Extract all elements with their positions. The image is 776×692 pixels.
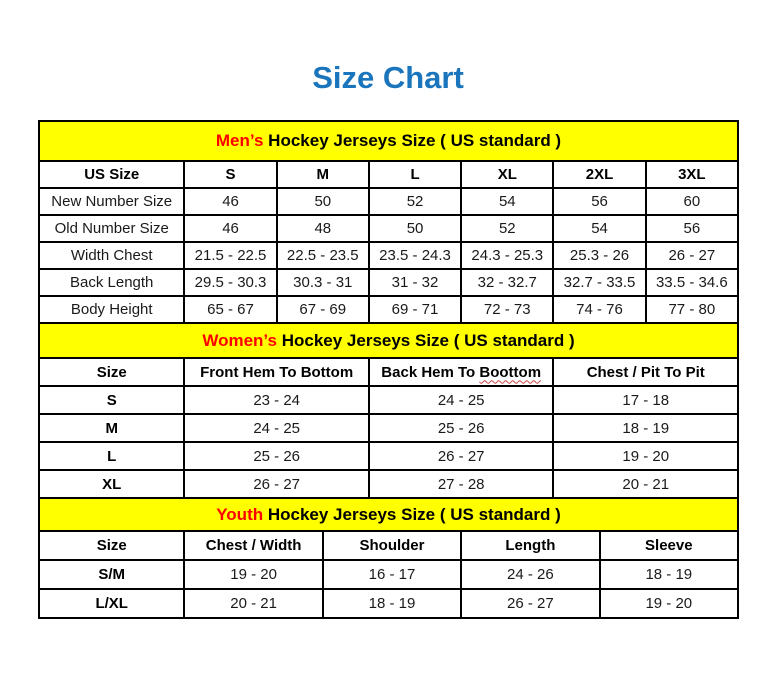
value-cell: 25.3 - 26 — [553, 242, 645, 269]
row-label: S — [39, 386, 184, 414]
womens-section-band — [39, 323, 738, 358]
value-cell: 26 - 27 — [369, 442, 554, 470]
value-cell: 23 - 24 — [184, 386, 369, 414]
value-cell: 46 — [184, 188, 276, 215]
row-label: Body Height — [39, 296, 184, 323]
row-label: XL — [39, 470, 184, 498]
mens-col-header-3xl: 3XL — [646, 161, 738, 188]
value-cell: 30.3 - 31 — [277, 269, 369, 296]
youth-band-accent-label: Youth — [216, 504, 268, 524]
womens-col-header-back-hem — [369, 358, 554, 386]
mens-row-new-number-size — [39, 188, 738, 215]
value-cell: 46 — [184, 215, 276, 242]
youth-section-band — [39, 498, 738, 531]
back-hem-misspelled-word: Boottom — [479, 363, 542, 381]
womens-col-header-chest-pit: Chest / Pit To Pit — [553, 358, 738, 386]
row-label: L/XL — [39, 589, 184, 618]
value-cell: 52 — [369, 188, 461, 215]
mens-header-row — [39, 161, 738, 188]
value-cell: 18 - 19 — [600, 560, 738, 589]
youth-col-header-shoulder: Shoulder — [323, 531, 461, 560]
youth-col-header-length: Length — [461, 531, 599, 560]
youth-col-header-sleeve: Sleeve — [600, 531, 738, 560]
value-cell: 17 - 18 — [553, 386, 738, 414]
youth-row-sm — [39, 560, 738, 589]
page-title: Size Chart — [312, 60, 464, 95]
womens-band-label: Hockey Jerseys Size ( US standard ) — [281, 330, 575, 350]
value-cell: 20 - 21 — [184, 589, 322, 618]
value-cell: 26 - 27 — [461, 589, 599, 618]
value-cell: 56 — [646, 215, 738, 242]
value-cell: 26 - 27 — [184, 470, 369, 498]
value-cell: 29.5 - 30.3 — [184, 269, 276, 296]
mens-col-header-xl: XL — [461, 161, 553, 188]
value-cell: 24 - 25 — [369, 386, 554, 414]
value-cell: 54 — [461, 188, 553, 215]
womens-band-accent-label: Women’s — [202, 330, 282, 350]
womens-row-xl — [39, 470, 738, 498]
row-label: L — [39, 442, 184, 470]
size-chart-tables — [38, 120, 739, 619]
value-cell: 21.5 - 22.5 — [184, 242, 276, 269]
value-cell: 32 - 32.7 — [461, 269, 553, 296]
youth-col-header-chest-width: Chest / Width — [184, 531, 322, 560]
value-cell: 32.7 - 33.5 — [553, 269, 645, 296]
womens-header-row — [39, 358, 738, 386]
back-hem-label: Back Hem To — [381, 363, 476, 381]
value-cell: 23.5 - 24.3 — [369, 242, 461, 269]
youth-row-lxl — [39, 589, 738, 618]
value-cell: 77 - 80 — [646, 296, 738, 323]
row-label: Old Number Size — [39, 215, 184, 242]
value-cell: 16 - 17 — [323, 560, 461, 589]
womens-col-header-front-hem: Front Hem To Bottom — [184, 358, 369, 386]
youth-band-label: Hockey Jerseys Size ( US standard ) — [267, 504, 561, 524]
value-cell: 24.3 - 25.3 — [461, 242, 553, 269]
youth-header-row — [39, 531, 738, 560]
mens-col-header-s: S — [184, 161, 276, 188]
womens-col-header-size: Size — [39, 358, 184, 386]
value-cell: 18 - 19 — [323, 589, 461, 618]
mens-row-body-height — [39, 296, 738, 323]
mens-row-back-length — [39, 269, 738, 296]
row-label: Width Chest — [39, 242, 184, 269]
womens-row-l — [39, 442, 738, 470]
value-cell: 24 - 25 — [184, 414, 369, 442]
value-cell: 27 - 28 — [369, 470, 554, 498]
youth-col-header-size: Size — [39, 531, 184, 560]
womens-row-s — [39, 386, 738, 414]
value-cell: 50 — [277, 188, 369, 215]
row-label: M — [39, 414, 184, 442]
value-cell: 19 - 20 — [553, 442, 738, 470]
row-label: S/M — [39, 560, 184, 589]
value-cell: 18 - 19 — [553, 414, 738, 442]
value-cell: 52 — [461, 215, 553, 242]
value-cell: 25 - 26 — [369, 414, 554, 442]
mens-size-table — [38, 120, 739, 324]
value-cell: 72 - 73 — [461, 296, 553, 323]
row-label: New Number Size — [39, 188, 184, 215]
mens-band-cell — [39, 121, 738, 161]
youth-band-cell — [39, 498, 738, 531]
mens-band-accent-label: Men’s — [215, 131, 269, 150]
value-cell: 67 - 69 — [277, 296, 369, 323]
womens-size-table — [38, 322, 739, 499]
mens-section-band — [39, 121, 738, 161]
value-cell: 25 - 26 — [184, 442, 369, 470]
mens-col-header-us-size: US Size — [39, 161, 184, 188]
value-cell: 48 — [277, 215, 369, 242]
value-cell: 50 — [369, 215, 461, 242]
value-cell: 26 - 27 — [646, 242, 738, 269]
value-cell: 54 — [553, 215, 645, 242]
value-cell: 20 - 21 — [553, 470, 738, 498]
value-cell: 19 - 20 — [600, 589, 738, 618]
value-cell: 22.5 - 23.5 — [277, 242, 369, 269]
youth-size-table — [38, 497, 739, 619]
mens-col-header-m: M — [277, 161, 369, 188]
mens-col-header-l: L — [369, 161, 461, 188]
value-cell: 33.5 - 34.6 — [646, 269, 738, 296]
mens-row-width-chest — [39, 242, 738, 269]
row-label: Back Length — [39, 269, 184, 296]
value-cell: 65 - 67 — [184, 296, 276, 323]
value-cell: 19 - 20 — [184, 560, 322, 589]
value-cell: 24 - 26 — [461, 560, 599, 589]
mens-col-header-2xl: 2XL — [553, 161, 645, 188]
value-cell: 56 — [553, 188, 645, 215]
mens-band-label: Hockey Jerseys Size ( US standard ) — [268, 131, 562, 150]
mens-row-old-number-size — [39, 215, 738, 242]
womens-row-m — [39, 414, 738, 442]
value-cell: 60 — [646, 188, 738, 215]
value-cell: 69 - 71 — [369, 296, 461, 323]
womens-band-cell — [39, 323, 738, 358]
value-cell: 31 - 32 — [369, 269, 461, 296]
value-cell: 74 - 76 — [553, 296, 645, 323]
